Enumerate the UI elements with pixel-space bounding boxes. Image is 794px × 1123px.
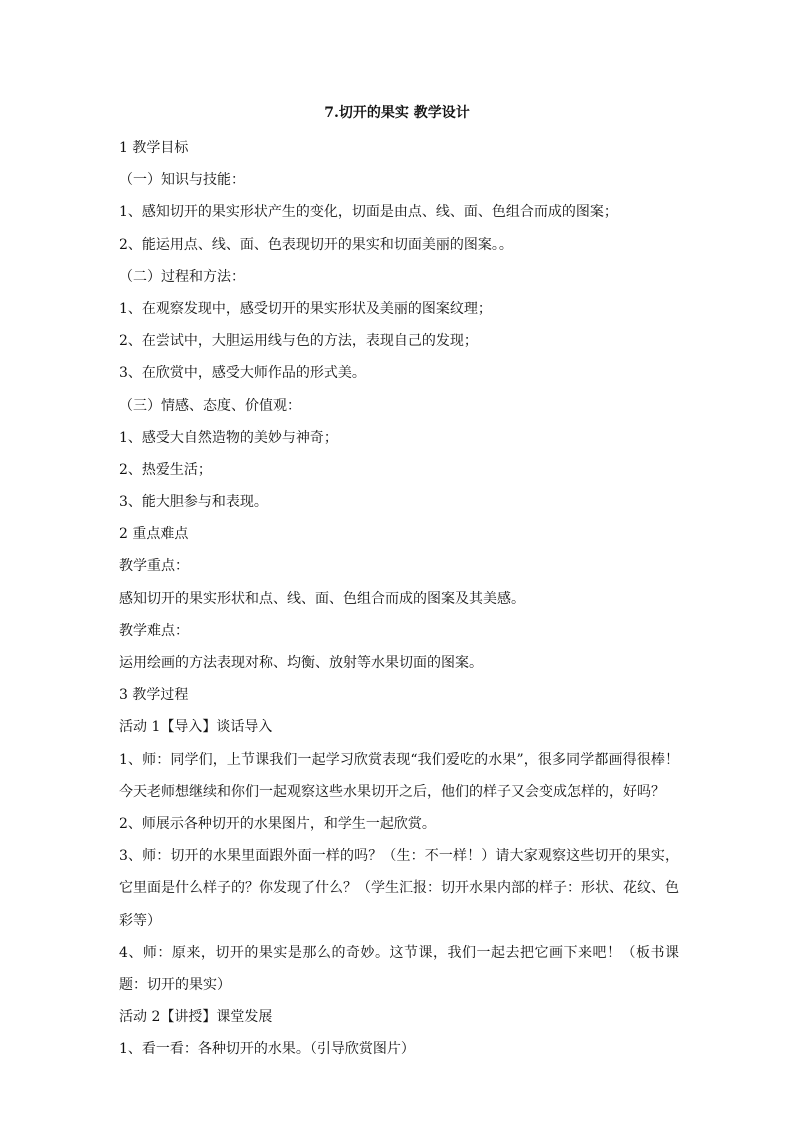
subheading-knowledge-skills: （一）知识与技能：	[119, 172, 245, 189]
activity-heading-1: 活动 1【导入】谈话导入	[119, 719, 273, 736]
text-line: 2、能运用点、线、面、色表现切开的果实和切面美丽的图案。。	[119, 236, 513, 253]
paragraph: 2、师展示各种切开的水果图片，和学生一起欣赏。	[119, 815, 436, 832]
text-line: 1、看一看：各种切开的水果。（引导欣赏图片）	[119, 1041, 415, 1058]
label-key-point: 教学重点：	[119, 558, 189, 575]
paragraph: 3、师：切开的水果里面跟外面一样的吗？（生：不一样！）请大家观察这些切开的果实，它里面是什么样子的？你发现了什么？（学生汇报：切开水果内部的样子：形状、花纹、色彩等）	[119, 848, 679, 929]
text-line: 3、能大胆参与和表现。	[119, 494, 268, 511]
text-line: 1、感知切开的果实形状产生的变化，切面是由点、线、面、色组合而成的图案；	[119, 204, 618, 221]
text-line: 2、热爱生活；	[119, 461, 212, 478]
document-body	[119, 132, 679, 1066]
paragraph: 4、师：原来，切开的果实是那么的奇妙。这节课，我们一起去把它画下来吧！（板书课题：切开的果实）	[119, 944, 679, 993]
section-heading-key-points: 2 重点难点	[119, 526, 189, 543]
text-line: 1、在观察发现中，感受切开的果实形状及美丽的图案纹理；	[119, 300, 492, 317]
paragraph: 1、师：同学们，上节课我们一起学习欣赏表现“我们爱吃的水果”，很多同学都画得很棒！今天老师想继续和你们一起观察这些水果切开之后，他们的样子又会变成怎样的，好吗？	[119, 751, 679, 800]
subheading-emotion-values: （三）情感、态度、价值观：	[119, 397, 301, 414]
section-heading-objectives: 1 教学目标	[119, 140, 189, 156]
label-difficulty: 教学难点：	[119, 622, 189, 639]
document-title: 7.切开的果实 教学设计	[324, 105, 470, 121]
text-line: 感知切开的果实形状和点、线、面、色组合而成的图案及其美感。	[119, 590, 525, 607]
activity-heading-2: 活动 2【讲授】课堂发展	[119, 1009, 273, 1026]
text-line: 2、在尝试中，大胆运用线与色的方法，表现自己的发现；	[119, 333, 478, 350]
text-line: 运用绘画的方法表现对称、均衡、放射等水果切面的图案。	[119, 655, 483, 671]
section-heading-process: 3 教学过程	[119, 687, 189, 704]
text-line: 1、感受大自然造物的美妙与神奇；	[119, 429, 338, 446]
subheading-process-method: （二）过程和方法：	[119, 268, 245, 285]
text-line: 3、在欣赏中，感受大师作品的形式美。	[119, 365, 366, 382]
